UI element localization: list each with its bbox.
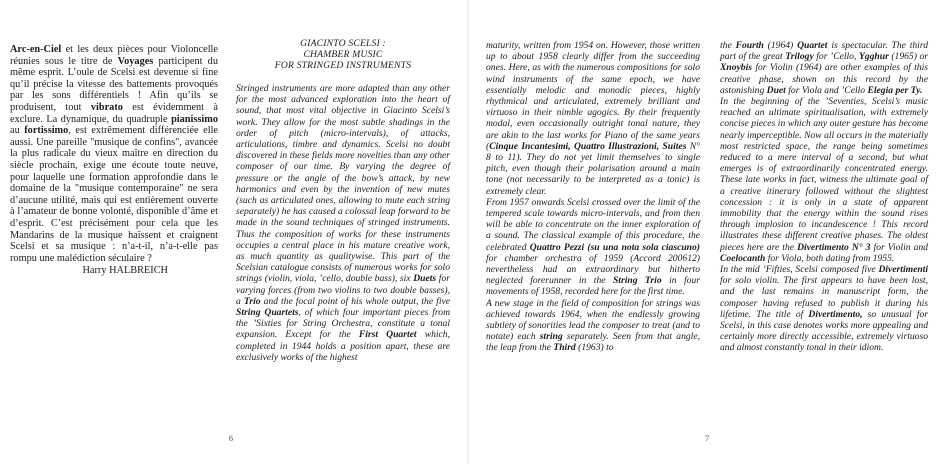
text-run: (1963) to	[575, 342, 614, 354]
text-run: so unusual for Scelsi, in this case denotes works more appealing and certainly more directly accessible, extremely virtuoso and almost constantly tonal in their idiom.	[720, 308, 928, 354]
text-run: et les deux pièces pour Violoncelle réunies sous le titre de	[10, 44, 218, 67]
text-run: separately. Seen from that angle, the leap from the	[486, 331, 700, 354]
emphasized-title: Fourth	[735, 40, 764, 51]
text-run: maturity, written from 1954 on. However, those written up to about 1958 clearly differ from the succeeding ones. Here, as with the numerous compositions for solo wind instruments of the same epoch, we have essentially melodic and monodic pieces, highly rhythmical and articulated, extremely brilliant and virtuoso in their nimble agogics. By their frequently modal, even occasionally outright tonal nature, they are akin to the last works for Piano of the same years (	[486, 40, 700, 152]
author-signature: Harry HALBREICH	[82, 265, 168, 277]
emphasized-title: Trilogy	[785, 51, 814, 63]
emphasized-title: Divertimenti	[878, 264, 928, 276]
emphasized-title: Quartet	[797, 40, 828, 51]
text-run: for chamber orchestra of 1959 (Accord 200612) nevertheless had an extraordinary but hitherto neglected forerunner in the	[486, 252, 700, 287]
english-paragraph	[720, 40, 928, 96]
text-run: and the focal point of his whole output, the five	[260, 295, 450, 307]
page-gutter	[467, 0, 469, 464]
text-run: In the beginning of the ’Seventies, Scelsi’s music reached an ultimate spiritualisation, with extremely concise pieces in which any outer gesture has become nearly imperceptible. Now all occurs in the materially most restricted space, the range being sometimes reduced to a mere interval of a second, but what emerges is of extraordinarily concentrated energy. These late works in fact, witness the ultimate goal of a creative itinerary followed without the slightest concession : it is only in a state of apparent immobility that the energy within the sound rises through implosion to incandescence ! This record illustrates these different creative phases. The oldest pieces here are the	[720, 96, 929, 253]
emphasized-title: Ygghur	[858, 51, 889, 63]
french-paragraph	[10, 44, 218, 264]
text-run: for Violin (1964) are other examples of this creative phase, shown on this record by the astonishing	[720, 62, 928, 96]
emphasized-title: Cinque Incantesimi, Quattro Illustrazioni, Suites	[489, 140, 687, 152]
page-number-left: 6	[229, 434, 233, 443]
french-essay-column	[10, 44, 218, 277]
emphasized-title: Quattro Pezzi (su una nota sola ciascuno)	[529, 241, 701, 253]
emphasized-title: Elegia per Ty.	[867, 84, 923, 96]
english-paragraph	[720, 96, 928, 264]
text-run: which, completed in 1944 holds a position apart, these are exclusively works of the highest	[236, 329, 451, 363]
english-paragraph	[486, 197, 700, 298]
english-essay-column-3	[720, 40, 928, 354]
emphasized-title: Trio	[243, 295, 261, 307]
text-run: for ’Cello,	[813, 51, 859, 63]
english-paragraph	[486, 298, 700, 354]
emphasized-title: Coelocanth	[720, 252, 766, 264]
emphasized-title: String Quartets	[236, 307, 299, 319]
text-run: for solo violin. The first appears to have been lost, and the last remains in manuscript form, the composer having refused to publish it during his lifetime. The title of	[720, 275, 928, 320]
emphasized-title: Third	[553, 342, 576, 354]
text-run: for Violin and	[870, 241, 928, 253]
emphasized-title: pianissimo	[171, 113, 218, 125]
emphasized-title: Duet	[766, 84, 786, 96]
text-run: A new stage in the field of composition for strings was achieved towards 1964, when the endlessly growing subtlety of sonorities lead the composer to treat (and to notate) each	[486, 297, 700, 343]
essay-heading	[236, 38, 450, 71]
text-run: the	[720, 40, 736, 51]
text-run: In the mid ’Fifties, Scelsi composed five	[720, 264, 879, 276]
text-run: , est extrêmement différenciée elle aussi. Une pareille "musique de confins", avancée la plus radicale du vieux maître en direction du siècle prochain, exige une écoute toute neuve, pour laquelle une formation approfondie dans le domaine de la "musique contemporaine" ne sera d’aucune utilité, mais qui est entièrement ouverte à l’amateur de bonne volonté, disponible d’âme et d’esprit. C’est précisément pour cela que les Mandarins de la musique haïssent et craignent Scelsi et sa musique : n’a-t-il, n’a-t-elle pas rompu une malédiction séculaire ?	[10, 125, 218, 264]
emphasized-title: Voyages	[117, 55, 154, 67]
emphasized-title: Arc-en-Ciel	[10, 44, 62, 55]
english-essay-column-2	[486, 40, 700, 354]
text-run: , of which four important pieces from the ’Sixties for String Orchestra, constitute a tonal expansion. Except for the	[236, 307, 450, 341]
text-run: for varying forces (from two violins to two double basses), a	[236, 273, 450, 307]
heading-line-1: GIACINTO SCELSI :	[300, 38, 386, 49]
english-paragraph	[236, 83, 450, 363]
text-run: for Viola, both dating from 1955.	[765, 252, 895, 264]
heading-line-2: CHAMBER MUSIC	[303, 49, 383, 60]
emphasized-title: Duets	[413, 273, 437, 285]
english-paragraph	[720, 264, 928, 354]
text-run: in four movements of 1958, recorded here for the first time.	[486, 275, 700, 298]
page-number-right: 7	[705, 434, 709, 443]
emphasized-title: Divertimento N° 3	[797, 241, 871, 253]
emphasized-title: String Trio	[612, 275, 662, 287]
text-run: From 1957 onwards Scelsi crossed over the limit of the tempered scale towards micro-intervals, and from then will be able to concentrate on the inner exploration of a sound. The classical example of this procedure, the celebrated	[486, 196, 700, 253]
emphasized-title: string	[539, 331, 563, 343]
emphasized-title: fortissimo	[24, 125, 69, 137]
emphasized-title: vibrato	[90, 101, 123, 113]
text-run: N° 8 to 11). They do not yet limit themselves to single pitch, even though their polarisation around a main tone (not necessarily to be interpreted as a tonic) is extremely clear.	[486, 140, 700, 197]
text-run: (1964)	[763, 40, 798, 51]
text-run: au	[10, 125, 25, 137]
emphasized-title: Divertimento,	[808, 308, 863, 320]
text-run: participent du même esprit. L’oule de Scelsi est devenue si fine qu’il précise la vitesse des battements provoqués par les sons différentiels ! Afin qu’ils se produisent, tout	[10, 55, 218, 113]
emphasized-title: First Quartet	[358, 329, 417, 341]
text-run: Stringed instruments are more adapted than any other for the most advanced exploration into the heart of sound, that most vital objective in Giacinto Scelsi’s work. They allow for the most subtle shadings in the order of pitch (micro-intervals), of attacks, articulations, timbre and dynamics. Scelsi no doubt discovered in these fields more novelties than any other composer of our time. By varying the degree of pressure or the angle of the bow’s attack, by new harmonics and even by the invention of new mutes (such as articulated ones, allowing to mute each string separately) he has caused a colossal leap forward to be made in the sound techniques of stringed instruments. Thus the composition of works for these instruments occupies a central place in his mature creative work, as much quantity as qualitywise. This part of the Scelsian catalogue consists of numerous works for solo strings (violin, viola, ’cello, double bass), six	[236, 83, 450, 285]
english-essay-column-1	[236, 38, 450, 363]
emphasized-title: Xnoybis	[720, 62, 752, 74]
heading-line-3: FOR STRINGED INSTRUMENTS	[274, 60, 412, 71]
text-run: is spectacular. The third part of the great	[720, 40, 929, 63]
text-run: est évidemment à exclure. La dynamique, du quadruple	[10, 101, 218, 125]
text-run: for Viola and ’Cello	[785, 84, 868, 96]
english-paragraph	[486, 40, 700, 197]
text-run: (1965) or	[888, 51, 929, 63]
